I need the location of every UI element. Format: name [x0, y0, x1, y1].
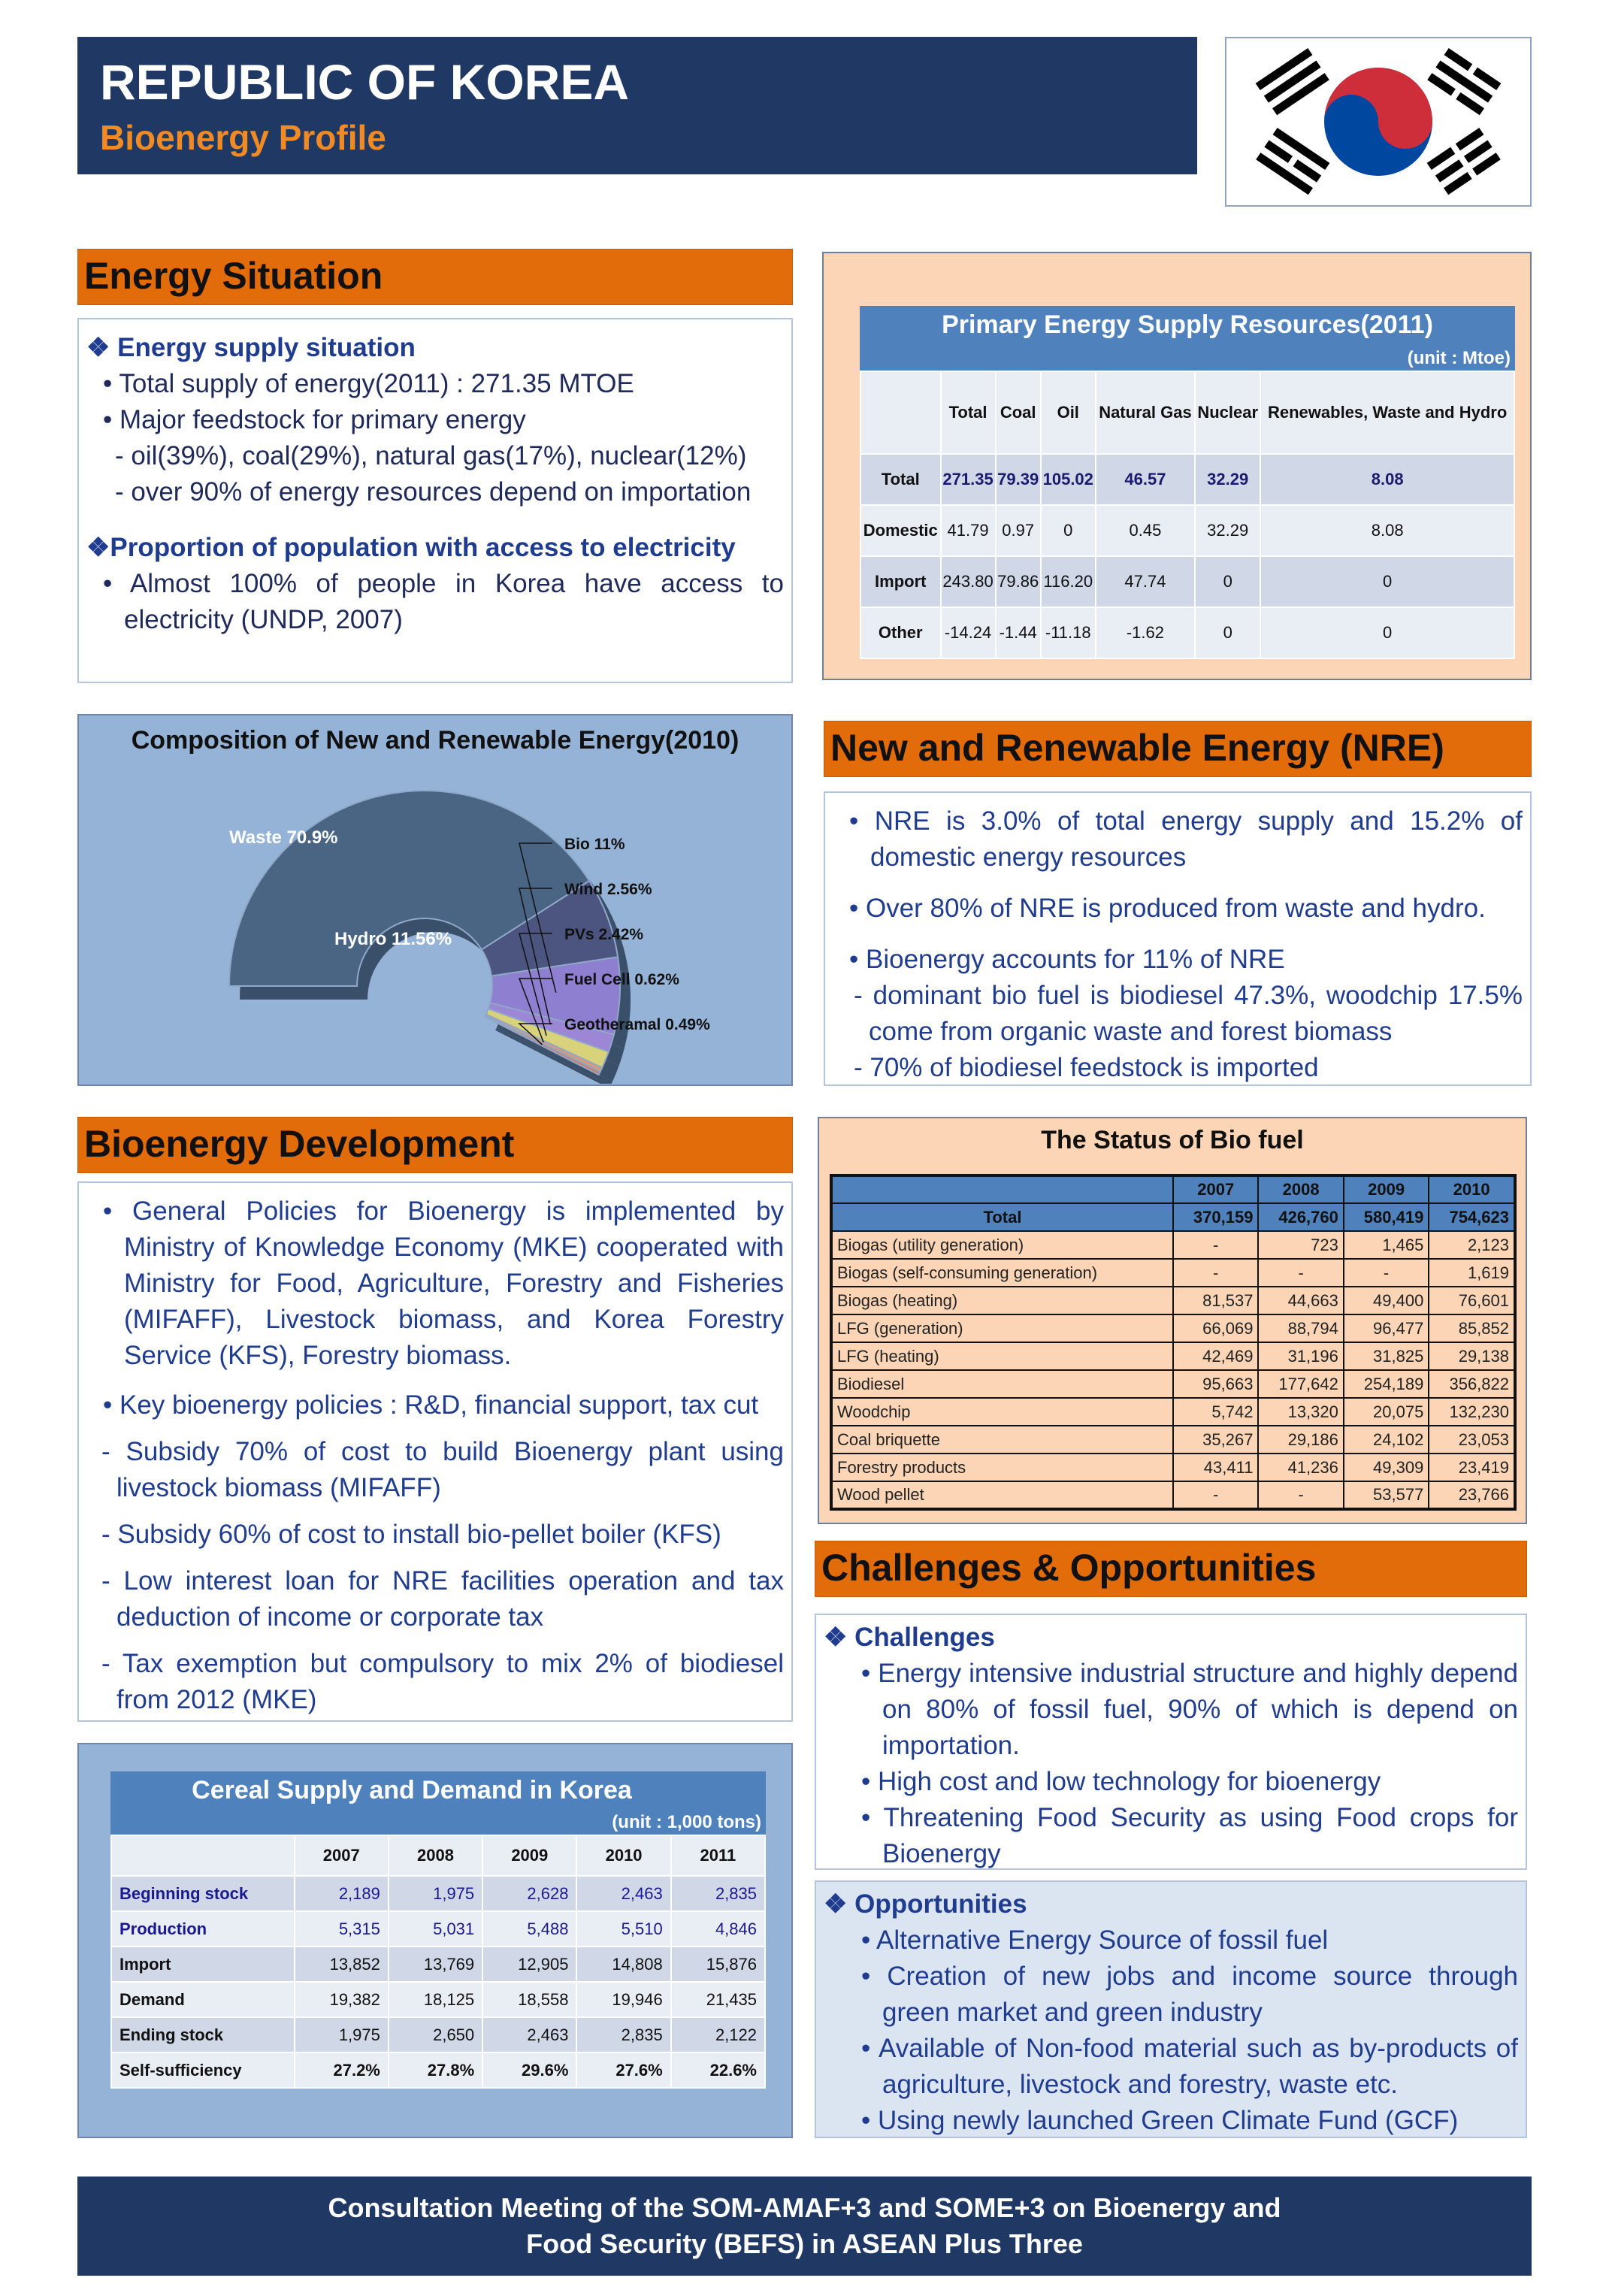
sub-item: - over 90% of energy resources depend on importation	[115, 477, 752, 507]
table-cell: 1,975	[295, 2017, 389, 2052]
list-item: • Energy intensive industrial structure and highly depend on 80% of fossil fuel, 90% of which is depend on importation.	[861, 1659, 1518, 1760]
opportunities-box	[815, 1880, 1527, 2138]
row-label: Other	[860, 607, 941, 658]
taegukgi-icon	[1226, 38, 1530, 205]
table-cell: 254,189	[1344, 1370, 1429, 1398]
table-cell: 13,769	[389, 1947, 482, 1982]
table-cell: 356,822	[1429, 1370, 1515, 1398]
table-cell: 5,031	[389, 1911, 482, 1947]
item-text: High cost and low technology for bioenergy	[877, 1767, 1381, 1796]
table-cell: 2,122	[671, 2017, 765, 2052]
table-cell: 29,186	[1258, 1426, 1343, 1454]
table-cell: -11.18	[1041, 607, 1096, 658]
column-header: 2010	[1429, 1175, 1515, 1203]
table-cell: 0	[1041, 505, 1096, 556]
data-label: Geotheramal 0.49%	[564, 1016, 710, 1033]
list-item: • Available of Non-food material such as by-products of agriculture, livestock and forestry, waste etc.	[861, 2034, 1518, 2099]
table-cell: 2,123	[1429, 1231, 1515, 1259]
item-text: NRE is 3.0% of total energy supply and 15.2% of domestic energy resources	[870, 806, 1523, 872]
footer-line-2: Food Security (BEFS) in ASEAN Plus Three	[526, 2228, 1083, 2259]
column-header: 2009	[482, 1835, 576, 1876]
list-item: • Bioenergy accounts for 11% of NRE	[849, 945, 1285, 974]
table-row	[860, 454, 1514, 505]
table-cell: 105.02	[1041, 454, 1096, 505]
list-item: • Key bioenergy policies : R&D, financial support, tax cut	[103, 1390, 759, 1420]
korea-flag	[1225, 37, 1532, 207]
table-cell: -	[1258, 1481, 1343, 1509]
column-header: 2009	[1344, 1175, 1429, 1203]
list-item: • Creation of new jobs and income source through green market and green industry	[861, 1962, 1518, 2027]
table-cell: 95,663	[1173, 1370, 1258, 1398]
nre-box	[824, 791, 1532, 1086]
row-label: Ending stock	[111, 2017, 295, 2052]
table-cell: -	[1344, 1259, 1429, 1287]
table-cell: 370,159	[1173, 1203, 1258, 1231]
table-cell: 32.29	[1195, 454, 1260, 505]
item-text: Energy intensive industrial structure and highly depend on 80% of fossil fuel, 90% of which is depend on importation.	[878, 1659, 1518, 1760]
table-cell: 13,320	[1258, 1398, 1343, 1426]
list-item: • Alternative Energy Source of fossil fuel	[861, 1925, 1329, 1955]
table-cell: 0	[1195, 607, 1260, 658]
nre-composition-chart-panel	[77, 714, 793, 1086]
row-label: Import	[111, 1947, 295, 1982]
table-cell: 43,411	[1173, 1454, 1258, 1481]
primary-energy-panel	[822, 252, 1532, 680]
table-cell: 2,463	[576, 1876, 670, 1911]
table-cell: 0.45	[1096, 505, 1195, 556]
table-cell: -14.24	[941, 607, 996, 658]
table-row	[831, 1398, 1515, 1426]
table-cell: 32.29	[1195, 505, 1260, 556]
item-text: General Policies for Bioenergy is implemented by Ministry of Knowledge Economy (MKE) cooperated with Ministry for Food, Agriculture, Forestry and Fisheries (MIFAFF), Livestock biomass, and Korea Forestry Service (KFS), Forestry biomass.	[124, 1196, 784, 1370]
table-cell: 5,488	[482, 1911, 576, 1947]
challenges-heading: Challenges & Opportunities	[815, 1541, 1527, 1597]
item-text: Bioenergy accounts for 11% of NRE	[865, 945, 1285, 974]
energy-situation-box	[77, 318, 793, 683]
table-cell: 47.74	[1096, 556, 1195, 607]
column-header: Natural Gas	[1096, 371, 1195, 454]
list-item: • General Policies for Bioenergy is implemented by Ministry of Knowledge Economy (MKE) cooperated with Ministry for Food, Agriculture, Forestry and Fisheries (MIFAFF), Livestock biomass, and Korea Forestry Service (KFS), Forestry biomass.	[103, 1196, 784, 1370]
table-cell: 1,619	[1429, 1259, 1515, 1287]
data-label: Hydro 11.56%	[334, 929, 452, 949]
table-cell: -	[1173, 1481, 1258, 1509]
list-item: • Using newly launched Green Climate Fund (GCF)	[861, 2106, 1459, 2135]
row-label: Self-sufficiency	[111, 2052, 295, 2088]
table-cell: 4,846	[671, 1911, 765, 1947]
cereal-title-bar	[110, 1771, 766, 1835]
table-cell: 8.08	[1260, 454, 1514, 505]
bioenergy-development-box	[77, 1181, 793, 1722]
table-cell: 31,196	[1258, 1342, 1343, 1370]
empty-cell	[831, 1175, 1173, 1203]
table-cell: 2,835	[576, 2017, 670, 2052]
table-cell: 243.80	[941, 556, 996, 607]
table-row	[831, 1287, 1515, 1314]
table-header-row	[111, 1835, 765, 1876]
table-cell: 2,628	[482, 1876, 576, 1911]
table-row	[111, 2052, 765, 2088]
opportunities-title-text: Opportunities	[854, 1889, 1027, 1919]
table-cell: 5,742	[1173, 1398, 1258, 1426]
table-row	[831, 1231, 1515, 1259]
table-cell: 723	[1258, 1231, 1343, 1259]
table-cell: 2,650	[389, 2017, 482, 2052]
row-label: Total	[831, 1203, 1173, 1231]
item-text: Over 80% of NRE is produced from waste and hydro.	[865, 894, 1486, 923]
table-cell: 0	[1260, 556, 1514, 607]
table-cell: 426,760	[1258, 1203, 1343, 1231]
table-cell: -	[1173, 1231, 1258, 1259]
table-row	[111, 1947, 765, 1982]
row-label: Biogas (self-consuming generation)	[831, 1259, 1173, 1287]
table-cell: 20,075	[1344, 1398, 1429, 1426]
column-header: Renewables, Waste and Hydro	[1260, 371, 1514, 454]
cereal-title: Cereal Supply and Demand in Korea	[192, 1776, 632, 1804]
list-item: • NRE is 3.0% of total energy supply and 15.2% of domestic energy resources	[849, 806, 1523, 872]
table-cell: 27.2%	[295, 2052, 389, 2088]
list-item: • Major feedstock for primary energy	[103, 405, 526, 434]
table-cell: 1,975	[389, 1876, 482, 1911]
table-cell: 85,852	[1429, 1314, 1515, 1342]
column-header: Nuclear	[1195, 371, 1260, 454]
table-cell: 79.39	[996, 454, 1041, 505]
table-row	[111, 2017, 765, 2052]
primary-energy-table-wrap	[860, 306, 1515, 659]
table-cell: 2,189	[295, 1876, 389, 1911]
row-label: Total	[860, 454, 941, 505]
row-label: Woodchip	[831, 1398, 1173, 1426]
table-cell: 41,236	[1258, 1454, 1343, 1481]
table-row	[860, 505, 1514, 556]
table-cell: 27.8%	[389, 2052, 482, 2088]
data-label: PVs 2.42%	[564, 926, 644, 943]
column-header: Coal	[996, 371, 1041, 454]
table-cell: 96,477	[1344, 1314, 1429, 1342]
column-header: 2011	[671, 1835, 765, 1876]
table-cell: -1.62	[1096, 607, 1195, 658]
column-header	[860, 371, 941, 454]
row-label: Domestic	[860, 505, 941, 556]
table-row	[831, 1342, 1515, 1370]
table-cell: 15,876	[671, 1947, 765, 1982]
row-label: Coal briquette	[831, 1426, 1173, 1454]
table-cell: 23,766	[1429, 1481, 1515, 1509]
list-item: • Over 80% of NRE is produced from waste and hydro.	[849, 894, 1486, 923]
table-cell: 49,309	[1344, 1454, 1429, 1481]
table-cell: 19,946	[576, 1982, 670, 2017]
table-cell: 79.86	[996, 556, 1041, 607]
table-cell: 88,794	[1258, 1314, 1343, 1342]
chart-title: Composition of New and Renewable Energy(2010)	[131, 726, 739, 755]
table-cell: 5,510	[576, 1911, 670, 1947]
energy-situation-heading: Energy Situation	[77, 249, 793, 305]
row-label: Beginning stock	[111, 1876, 295, 1911]
bioenergy-development-heading: Bioenergy Development	[77, 1117, 793, 1173]
sub-item: - oil(39%), coal(29%), natural gas(17%), nuclear(12%)	[115, 441, 747, 470]
table-cell: 18,125	[389, 1982, 482, 2017]
table-cell: 132,230	[1429, 1398, 1515, 1426]
table-cell: 13,852	[295, 1947, 389, 1982]
table-cell: 19,382	[295, 1982, 389, 2017]
table-cell: 12,905	[482, 1947, 576, 1982]
table-cell: 18,558	[482, 1982, 576, 2017]
table-cell: 1,465	[1344, 1231, 1429, 1259]
row-label: Biodiesel	[831, 1370, 1173, 1398]
primary-energy-table	[860, 371, 1515, 659]
column-header: 2010	[576, 1835, 670, 1876]
row-label: Production	[111, 1911, 295, 1947]
table-cell: 41.79	[941, 505, 996, 556]
column-header	[111, 1835, 295, 1876]
sub-item: - 70% of biodiesel feedstock is imported	[854, 1053, 1319, 1082]
table-cell: 2,835	[671, 1876, 765, 1911]
list-item: • High cost and low technology for bioenergy	[861, 1767, 1381, 1796]
table-cell: 66,069	[1173, 1314, 1258, 1342]
table-row	[831, 1314, 1515, 1342]
table-cell: 81,537	[1173, 1287, 1258, 1314]
challenges-title-text: Challenges	[854, 1623, 995, 1652]
table-row	[111, 1911, 765, 1947]
table-cell: 23,419	[1429, 1454, 1515, 1481]
table-row	[111, 1876, 765, 1911]
table-cell: 754,623	[1429, 1203, 1515, 1231]
data-label: Bio 11%	[564, 836, 625, 853]
row-label: Biogas (heating)	[831, 1287, 1173, 1314]
table-cell: 271.35	[941, 454, 996, 505]
column-header: 2008	[389, 1835, 482, 1876]
cereal-unit: (unit : 1,000 tons)	[612, 1812, 761, 1832]
item-text: Using newly launched Green Climate Fund (GCF)	[877, 2106, 1459, 2135]
item-text: Alternative Energy Source of fossil fuel	[876, 1925, 1329, 1955]
table-cell: 24,102	[1344, 1426, 1429, 1454]
nre-composition-chart	[79, 761, 791, 1084]
page-title: REPUBLIC OF KOREA	[100, 54, 630, 110]
table-cell: 116.20	[1041, 556, 1096, 607]
column-header: Oil	[1041, 371, 1096, 454]
table-cell: 0.97	[996, 505, 1041, 556]
table-cell: 22.6%	[671, 2052, 765, 2088]
table-cell: 23,053	[1429, 1426, 1515, 1454]
biofuel-panel	[818, 1117, 1527, 1524]
table-cell: 44,663	[1258, 1287, 1343, 1314]
sub-item: - Subsidy 60% of cost to install bio-pellet boiler (KFS)	[101, 1520, 721, 1549]
column-header: 2008	[1258, 1175, 1343, 1203]
table-row	[831, 1426, 1515, 1454]
table-cell: 580,419	[1344, 1203, 1429, 1231]
table-cell: 49,400	[1344, 1287, 1429, 1314]
access-title: ❖Proportion of population with access to electricity	[86, 533, 736, 562]
table-row	[831, 1259, 1515, 1287]
biofuel-title: The Status of Bio fuel	[1041, 1126, 1304, 1154]
table-cell: 29,138	[1429, 1342, 1515, 1370]
row-label: Demand	[111, 1982, 295, 2017]
table-cell: 177,642	[1258, 1370, 1343, 1398]
item-text: Major feedstock for primary energy	[119, 405, 526, 434]
item-text: Available of Non-food material such as by-products of agriculture, livestock and forestry, waste etc.	[879, 2034, 1518, 2099]
title-banner	[77, 37, 1197, 174]
item-text: Key bioenergy policies : R&D, financial support, tax cut	[119, 1390, 759, 1420]
table-cell: 0	[1260, 607, 1514, 658]
biofuel-table-wrap	[830, 1174, 1517, 1511]
access-title-text: Proportion of population with access to electricity	[110, 533, 736, 562]
table-row	[831, 1370, 1515, 1398]
table-header-row	[860, 371, 1514, 454]
table-row	[831, 1481, 1515, 1509]
row-label: Wood pellet	[831, 1481, 1173, 1509]
column-header: 2007	[1173, 1175, 1258, 1203]
challenges-box	[815, 1614, 1527, 1870]
table-cell: -	[1258, 1259, 1343, 1287]
table-cell: 5,315	[295, 1911, 389, 1947]
item-text: Total supply of energy(2011) : 271.35 MTOE	[119, 369, 634, 398]
row-label: Import	[860, 556, 941, 607]
cereal-table-wrap	[110, 1771, 766, 2089]
footer-line-1: Consultation Meeting of the SOM-AMAF+3 and SOME+3 on Bioenergy and	[328, 2192, 1281, 2223]
table-cell: 14,808	[576, 1947, 670, 1982]
list-item: • Almost 100% of people in Korea have access to electricity (UNDP, 2007)	[103, 569, 784, 634]
data-label: Waste 70.9%	[229, 827, 338, 848]
table-cell: 53,577	[1344, 1481, 1429, 1509]
sub-item: - Low interest loan for NRE facilities operation and tax deduction of income or corporate tax	[101, 1566, 784, 1632]
column-header: 2007	[295, 1835, 389, 1876]
table-cell: 2,463	[482, 2017, 576, 2052]
table-cell: -1.44	[996, 607, 1041, 658]
table-cell: -	[1173, 1259, 1258, 1287]
item-text: Creation of new jobs and income source through green market and green industry	[882, 1962, 1518, 2027]
sub-item: - Subsidy 70% of cost to build Bioenergy plant using livestock biomass (MIFAFF)	[101, 1437, 784, 1502]
column-header: Total	[941, 371, 996, 454]
primary-energy-title: Primary Energy Supply Resources(2011)	[942, 310, 1433, 339]
data-label: Wind 2.56%	[564, 881, 652, 898]
cereal-table	[110, 1835, 766, 2089]
supply-title: ❖ Energy supply situation	[86, 333, 416, 362]
list-item: • Total supply of energy(2011) : 271.35 MTOE	[103, 369, 634, 398]
challenges-title: ❖ Challenges	[824, 1623, 995, 1652]
table-cell: 31,825	[1344, 1342, 1429, 1370]
table-cell: 21,435	[671, 1982, 765, 2017]
table-row	[831, 1454, 1515, 1481]
total-row	[831, 1203, 1515, 1231]
sub-item: - Tax exemption but compulsory to mix 2% of biodiesel from 2012 (MKE)	[101, 1649, 784, 1714]
biofuel-table	[830, 1174, 1517, 1511]
table-cell: 46.57	[1096, 454, 1195, 505]
table-row	[860, 607, 1514, 658]
table-cell: 76,601	[1429, 1287, 1515, 1314]
row-label: Biogas (utility generation)	[831, 1231, 1173, 1259]
sub-item: - dominant bio fuel is biodiesel 47.3%, woodchip 17.5% come from organic waste and forest biomass	[854, 981, 1523, 1046]
table-header-row	[831, 1175, 1515, 1203]
item-text: Almost 100% of people in Korea have access to electricity (UNDP, 2007)	[124, 569, 784, 634]
table-row	[111, 1982, 765, 2017]
table-cell: 0	[1195, 556, 1260, 607]
row-label: LFG (generation)	[831, 1314, 1173, 1342]
data-label: Fuel Cell 0.62%	[564, 971, 679, 988]
table-cell: 27.6%	[576, 2052, 670, 2088]
nre-heading: New and Renewable Energy (NRE)	[824, 721, 1532, 777]
page-subtitle: Bioenergy Profile	[100, 117, 386, 157]
footer-banner	[77, 2177, 1532, 2276]
table-cell: 42,469	[1173, 1342, 1258, 1370]
table-cell: 35,267	[1173, 1426, 1258, 1454]
primary-energy-unit: (unit : Mtoe)	[1407, 348, 1511, 368]
table-cell: 29.6%	[482, 2052, 576, 2088]
table-cell: 8.08	[1260, 505, 1514, 556]
cereal-panel	[77, 1743, 793, 2138]
list-item: • Threatening Food Security as using Food crops for Bioenergy	[861, 1803, 1518, 1868]
item-text: Threatening Food Security as using Food crops for Bioenergy	[882, 1803, 1518, 1868]
supply-title-text: Energy supply situation	[117, 333, 416, 362]
opportunities-title: ❖ Opportunities	[824, 1889, 1027, 1919]
row-label: LFG (heating)	[831, 1342, 1173, 1370]
row-label: Forestry products	[831, 1454, 1173, 1481]
primary-energy-title-bar	[860, 306, 1515, 371]
table-row	[860, 556, 1514, 607]
